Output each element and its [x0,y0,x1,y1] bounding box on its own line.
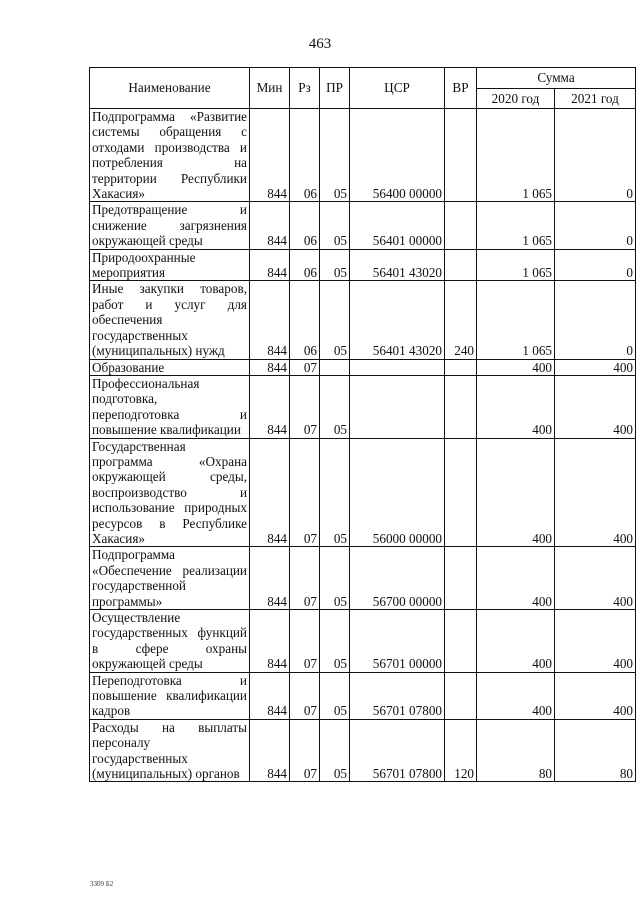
row-vr [445,202,477,249]
row-min: 844 [250,610,290,673]
row-vr [445,359,477,375]
table-row [90,249,636,281]
row-name: Предотвращение и снижение загрязнения окружающей среды [90,202,250,249]
row-min: 844 [250,281,290,359]
row-vr [445,109,477,202]
row-name: Иные закупки товаров, работ и услуг для обеспечения государственных (муниципальных) нужд [90,281,250,359]
table-row [90,375,636,438]
row-name: Профессиональная подготовка, переподготовка и повышение квалификации [90,375,250,438]
row-min: 844 [250,672,290,719]
header-min: Мин [250,68,290,109]
row-pr: 05 [320,202,350,249]
row-rz: 07 [290,672,320,719]
row-sum-2020: 400 [477,672,555,719]
row-pr: 05 [320,109,350,202]
row-sum-2021: 400 [555,547,636,610]
row-csr [350,375,445,438]
row-rz: 07 [290,359,320,375]
row-pr: 05 [320,249,350,281]
header-csr: ЦСР [350,68,445,109]
row-sum-2020: 400 [477,610,555,673]
row-min: 844 [250,719,290,782]
row-min: 844 [250,359,290,375]
row-csr [350,359,445,375]
row-vr: 120 [445,719,477,782]
row-name: Переподготовка и повышение квалификации кадров [90,672,250,719]
row-vr [445,610,477,673]
row-sum-2020: 80 [477,719,555,782]
row-rz: 07 [290,719,320,782]
row-rz: 06 [290,109,320,202]
row-vr [445,547,477,610]
footer-code: 3309 Б2 [90,880,114,888]
row-csr: 56400 00000 [350,109,445,202]
row-sum-2020: 1 065 [477,249,555,281]
row-rz: 06 [290,202,320,249]
header-rz: Рз [290,68,320,109]
row-name: Государственная программа «Охрана окружающей среды, воспроизводство и использование природных ресурсов в Республике Хакасия» [90,438,250,547]
row-sum-2020: 400 [477,375,555,438]
table-row [90,719,636,782]
row-sum-2021: 400 [555,359,636,375]
row-pr: 05 [320,438,350,547]
row-csr: 56000 00000 [350,438,445,547]
row-csr: 56401 00000 [350,202,445,249]
row-sum-2021: 0 [555,202,636,249]
header-sum: Сумма [477,68,636,89]
row-sum-2020: 1 065 [477,281,555,359]
table-row [90,438,636,547]
row-rz: 07 [290,438,320,547]
row-csr: 56701 07800 [350,672,445,719]
row-rz: 07 [290,375,320,438]
row-sum-2020: 1 065 [477,109,555,202]
row-sum-2020: 400 [477,359,555,375]
row-csr: 56401 43020 [350,281,445,359]
row-pr: 05 [320,375,350,438]
row-csr: 56701 07800 [350,719,445,782]
header-pr: ПР [320,68,350,109]
row-pr: 05 [320,281,350,359]
row-sum-2021: 400 [555,610,636,673]
row-name: Расходы на выплаты персоналу государственных (муниципальных) органов [90,719,250,782]
header-vr: ВР [445,68,477,109]
row-sum-2020: 1 065 [477,202,555,249]
row-vr [445,438,477,547]
table-row [90,202,636,249]
row-vr: 240 [445,281,477,359]
header-year-2020: 2020 год [477,88,555,109]
row-rz: 06 [290,281,320,359]
header-year-2021: 2021 год [555,88,636,109]
row-name: Природоохранные мероприятия [90,249,250,281]
table-row [90,672,636,719]
row-name: Образование [90,359,250,375]
row-sum-2021: 0 [555,249,636,281]
row-sum-2021: 400 [555,375,636,438]
row-pr: 05 [320,547,350,610]
table-row [90,281,636,359]
row-csr: 56700 00000 [350,547,445,610]
table-body [90,109,636,782]
row-sum-2021: 0 [555,109,636,202]
row-rz: 06 [290,249,320,281]
row-sum-2021: 80 [555,719,636,782]
row-rz: 07 [290,547,320,610]
row-sum-2021: 0 [555,281,636,359]
row-vr [445,672,477,719]
row-min: 844 [250,109,290,202]
row-min: 844 [250,438,290,547]
page-number: 463 [308,36,332,52]
row-csr: 56401 43020 [350,249,445,281]
row-name: Подпрограмма «Развитие системы обращения с отходами производства и потребления на территории Республики Хакасия» [90,109,250,202]
row-csr: 56701 00000 [350,610,445,673]
row-name: Подпрограмма «Обеспечение реализации государственной программы» [90,547,250,610]
table-row [90,109,636,202]
row-sum-2020: 400 [477,547,555,610]
header-name: Наименование [90,68,250,109]
table-row [90,547,636,610]
row-min: 844 [250,547,290,610]
row-pr: 05 [320,610,350,673]
row-min: 844 [250,375,290,438]
row-min: 844 [250,249,290,281]
budget-table [89,67,636,782]
row-rz: 07 [290,610,320,673]
row-vr [445,375,477,438]
table-row [90,610,636,673]
row-min: 844 [250,202,290,249]
row-sum-2020: 400 [477,438,555,547]
row-vr [445,249,477,281]
row-pr [320,359,350,375]
table-row [90,359,636,375]
row-name: Осуществление государственных функций в сфере охраны окружающей среды [90,610,250,673]
row-sum-2021: 400 [555,438,636,547]
row-pr: 05 [320,719,350,782]
row-sum-2021: 400 [555,672,636,719]
row-pr: 05 [320,672,350,719]
